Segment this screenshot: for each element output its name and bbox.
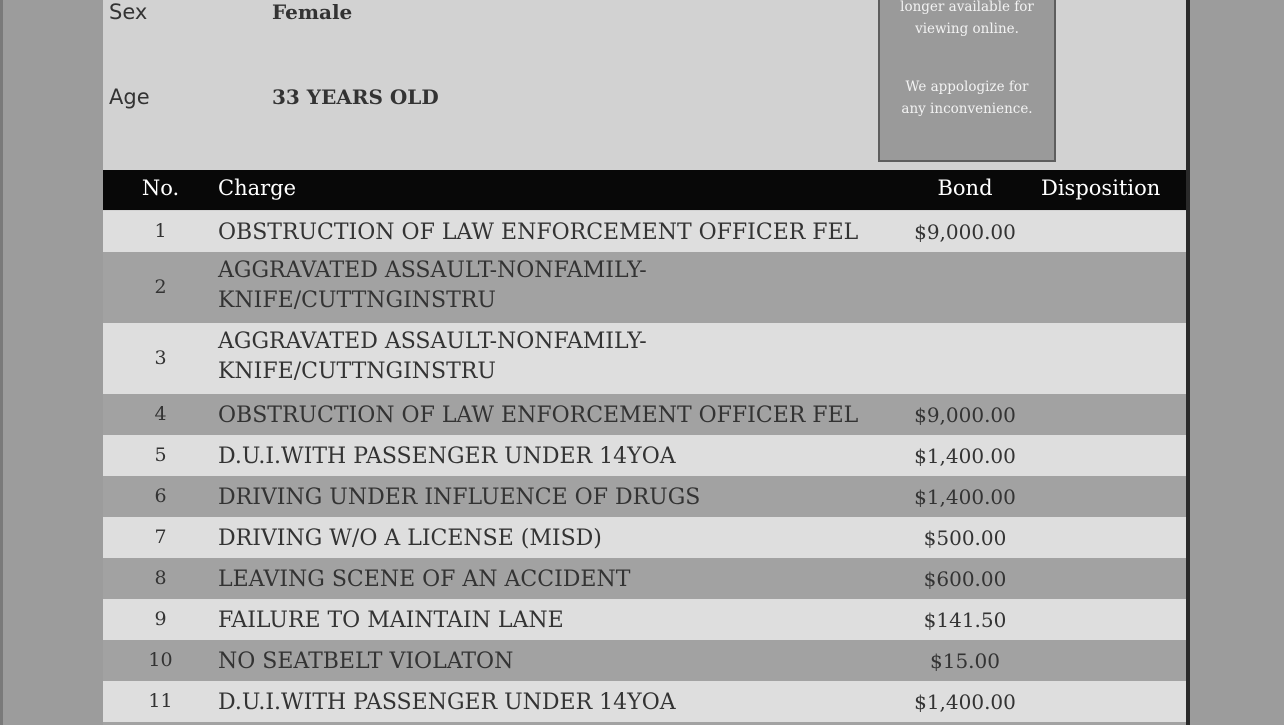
charge-line-1: NO SEATBELT VIOLATON xyxy=(218,649,514,674)
charges-table-header xyxy=(103,170,1186,210)
charge-description xyxy=(218,483,898,513)
bond-amount: $1,400.00 xyxy=(914,444,1016,468)
bond-amount: $141.50 xyxy=(923,608,1007,632)
bond-amount: $600.00 xyxy=(923,567,1007,591)
charge-number: 8 xyxy=(154,567,167,589)
notice-line-2: viewing online. xyxy=(915,21,1019,37)
charge-description xyxy=(218,218,898,248)
charge-line-1: DRIVING W/O A LICENSE (MISD) xyxy=(218,526,602,551)
charge-description xyxy=(218,606,898,636)
table-row xyxy=(103,599,1186,640)
charge-number: 7 xyxy=(154,526,167,548)
charge-line-1: D.U.I.WITH PASSENGER UNDER 14YOA xyxy=(218,690,676,715)
charge-line-1: LEAVING SCENE OF AN ACCIDENT xyxy=(218,567,631,592)
charge-description xyxy=(218,688,898,718)
charge-line-1: AGGRAVATED ASSAULT-NONFAMILY- xyxy=(218,258,647,283)
notice-line-4: any inconvenience. xyxy=(901,101,1033,117)
charge-description xyxy=(218,256,898,316)
charge-number: 1 xyxy=(154,220,167,242)
table-row xyxy=(103,640,1186,681)
bond-amount: $1,400.00 xyxy=(914,485,1016,509)
charge-number: 9 xyxy=(154,608,167,630)
charge-number: 2 xyxy=(154,276,167,298)
table-row xyxy=(103,252,1186,323)
header-bond: Bond xyxy=(937,176,993,200)
charge-line-1: D.U.I.WITH PASSENGER UNDER 14YOA xyxy=(218,444,676,469)
table-row xyxy=(103,211,1186,252)
bond-amount: $1,400.00 xyxy=(914,690,1016,714)
notice-line-1: longer available for xyxy=(900,0,1034,15)
charge-line-2: KNIFE/CUTTNGINSTRU xyxy=(218,359,496,384)
table-row xyxy=(103,476,1186,517)
bond-amount: $9,000.00 xyxy=(914,403,1016,427)
header-disposition: Disposition xyxy=(1041,176,1161,200)
table-row xyxy=(103,435,1186,476)
charge-description xyxy=(218,565,898,595)
header-no: No. xyxy=(141,176,180,200)
charge-line-1: OBSTRUCTION OF LAW ENFORCEMENT OFFICER FEL xyxy=(218,220,859,245)
charge-line-1: AGGRAVATED ASSAULT-NONFAMILY- xyxy=(218,329,647,354)
photo-unavailable-notice xyxy=(878,0,1056,162)
charge-number: 3 xyxy=(154,347,167,369)
charge-number: 6 xyxy=(154,485,167,507)
notice-line-3: We appologize for xyxy=(905,79,1029,95)
charge-description xyxy=(218,327,898,387)
table-row xyxy=(103,394,1186,435)
age-value: 33 YEARS OLD xyxy=(272,85,439,109)
charge-number: 10 xyxy=(148,649,173,671)
table-row xyxy=(103,558,1186,599)
sex-label: Sex xyxy=(109,0,148,24)
charge-number: 4 xyxy=(154,403,167,425)
charge-description xyxy=(218,401,898,431)
page-edge xyxy=(0,0,3,725)
charge-line-1: OBSTRUCTION OF LAW ENFORCEMENT OFFICER FEL xyxy=(218,403,859,428)
header-charge: Charge xyxy=(218,176,297,200)
charge-number: 11 xyxy=(148,690,173,712)
table-row xyxy=(103,681,1186,722)
table-row xyxy=(103,323,1186,394)
charge-line-2: KNIFE/CUTTNGINSTRU xyxy=(218,288,496,313)
charge-description xyxy=(218,524,898,554)
inmate-record-panel xyxy=(103,0,1186,725)
sex-value: Female xyxy=(272,0,353,24)
charge-description xyxy=(218,442,898,472)
charge-description xyxy=(218,647,898,677)
table-row xyxy=(103,517,1186,558)
charge-number: 5 xyxy=(154,444,167,466)
panel-border xyxy=(1186,0,1190,725)
bond-amount: $9,000.00 xyxy=(914,220,1016,244)
bond-amount: $15.00 xyxy=(930,649,1000,673)
age-label: Age xyxy=(109,85,150,109)
charge-line-1: DRIVING UNDER INFLUENCE OF DRUGS xyxy=(218,485,701,510)
charge-line-1: FAILURE TO MAINTAIN LANE xyxy=(218,608,564,633)
bond-amount: $500.00 xyxy=(923,526,1007,550)
